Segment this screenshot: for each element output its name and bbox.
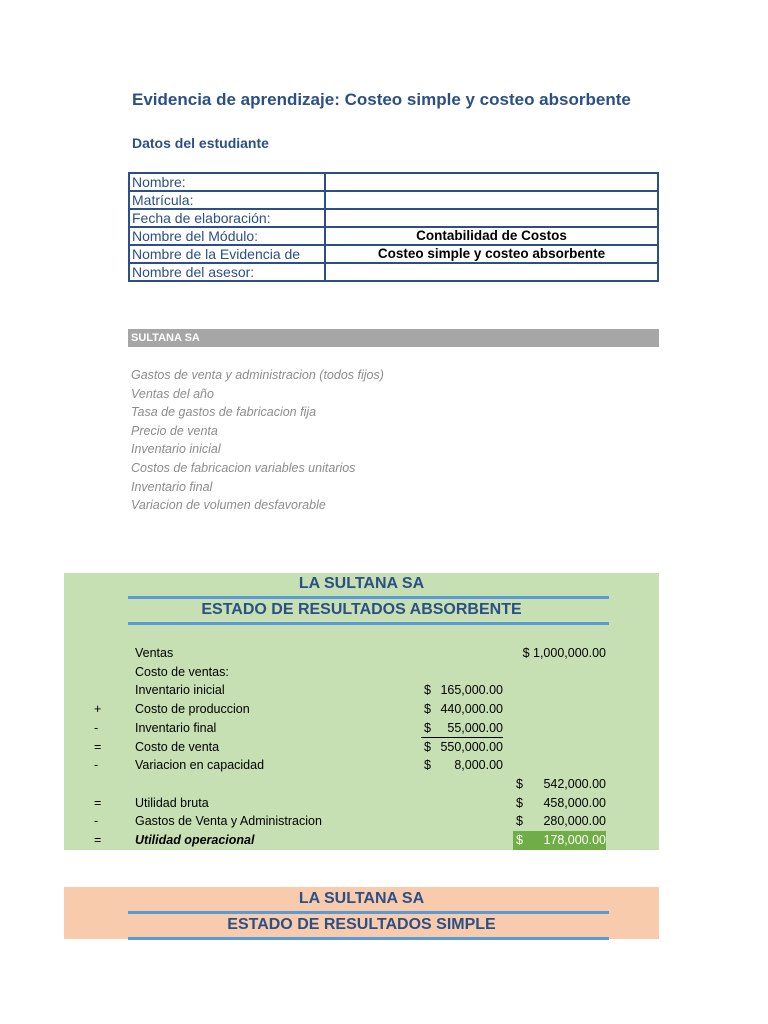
list-item: Costos de fabricacion variables unitarios (131, 460, 356, 475)
row-label: Matrícula: (129, 191, 325, 209)
company-bar: SULTANA SA (128, 329, 659, 347)
currency-symbol: $ (516, 833, 523, 847)
total-cell (513, 831, 606, 850)
table-row (0, 719, 768, 738)
table-row (129, 263, 658, 281)
table-row (0, 681, 768, 700)
currency-symbol: $ (424, 720, 431, 735)
amount-cell (421, 719, 503, 739)
list-item: Variacion de volumen desfavorable (131, 498, 326, 513)
table-row (0, 812, 768, 831)
currency-symbol: $ (424, 683, 431, 698)
table-row (0, 644, 768, 663)
row-label: Ventas (135, 646, 174, 660)
amount-value: 165,000.00 (440, 683, 503, 698)
divider (128, 911, 609, 914)
row-value[interactable] (325, 173, 658, 191)
row-label: Nombre de la Evidencia de (129, 245, 325, 263)
operator: - (94, 814, 99, 829)
row-value[interactable]: Costeo simple y costeo absorbente (325, 245, 658, 263)
amount-value: 8,000.00 (454, 758, 503, 773)
amount-cell (421, 756, 503, 775)
amount-cell (421, 738, 503, 757)
list-item: Inventario inicial (131, 442, 221, 457)
divider (128, 596, 609, 599)
row-label: Utilidad bruta (135, 795, 209, 810)
total-cell (513, 775, 606, 794)
amount-value: 542,000.00 (543, 776, 606, 791)
operator: - (94, 720, 99, 735)
row-value[interactable] (325, 191, 658, 209)
list-item: Inventario final (131, 479, 213, 494)
list-item: Precio de venta (131, 423, 218, 438)
amount-value: 550,000.00 (440, 739, 503, 754)
table-row (0, 663, 768, 682)
table-row (0, 775, 768, 794)
row-label: Nombre del asesor: (129, 263, 325, 281)
row-label: Variacion en capacidad (135, 758, 265, 773)
amount-value: 458,000.00 (543, 795, 606, 810)
row-label: Fecha de elaboración: (129, 209, 325, 227)
table-row (129, 191, 658, 209)
currency-symbol: $ (516, 795, 523, 810)
table-row (129, 173, 658, 191)
operator: = (94, 795, 102, 810)
section-subtitle: Datos del estudiante (132, 135, 269, 151)
amount-cell (421, 681, 503, 700)
row-value[interactable] (325, 263, 658, 281)
table-row (0, 700, 768, 719)
currency-symbol: $ (516, 776, 523, 791)
table-row (0, 738, 768, 757)
row-label: Costo de produccion (135, 702, 250, 717)
row-label: Gastos de Venta y Administracion (135, 814, 322, 829)
page-title: Evidencia de aprendizaje: Costeo simple y costeo absorbente (132, 90, 631, 109)
operator: = (94, 833, 102, 847)
total-cell (513, 794, 606, 813)
row-value[interactable] (325, 209, 658, 227)
row-label: Utilidad operacional (135, 833, 255, 847)
currency-symbol: $ (424, 702, 431, 717)
absorbente-title: ESTADO DE RESULTADOS ABSORBENTE (201, 601, 522, 618)
simple-title: ESTADO DE RESULTADOS SIMPLE (227, 916, 496, 933)
list-item: Gastos de venta y administracion (todos fijos) (131, 368, 384, 382)
row-label: Inventario final (135, 720, 217, 735)
amount-value: 440,000.00 (440, 702, 503, 717)
list-item: Ventas del año (131, 386, 214, 401)
row-value[interactable]: Contabilidad de Costos (325, 227, 658, 245)
currency-symbol: $ (424, 739, 431, 754)
list-item: Tasa de gastos de fabricacion fija (131, 405, 317, 420)
row-label: Inventario inicial (135, 683, 225, 698)
table-row (129, 245, 658, 263)
simple-company: LA SULTANA SA (298, 890, 425, 907)
amount-cell (421, 700, 503, 719)
amount-value: 280,000.00 (543, 814, 606, 829)
table-row (0, 831, 768, 850)
row-label: Costo de ventas: (135, 664, 229, 679)
data-label-list (131, 366, 384, 515)
table-row (129, 227, 658, 245)
operator: + (94, 702, 102, 717)
row-label: Nombre del Módulo: (129, 227, 325, 245)
currency-symbol: $ (424, 758, 431, 773)
row-label: Nombre: (129, 173, 325, 191)
row-label: Costo de venta (135, 739, 220, 754)
total-cell: $ 1,000,000.00 (522, 646, 606, 660)
amount-value: 178,000.00 (543, 833, 606, 847)
divider (128, 937, 609, 940)
table-row (129, 209, 658, 227)
table-row (0, 794, 768, 813)
currency-symbol: $ (516, 814, 523, 829)
divider (128, 622, 609, 625)
amount-value: 55,000.00 (447, 720, 503, 735)
operator: - (94, 758, 99, 773)
student-info-table (128, 172, 659, 282)
operator: = (94, 739, 102, 754)
table-row (0, 756, 768, 775)
absorbente-company: LA SULTANA SA (298, 575, 425, 592)
total-cell (513, 812, 606, 831)
